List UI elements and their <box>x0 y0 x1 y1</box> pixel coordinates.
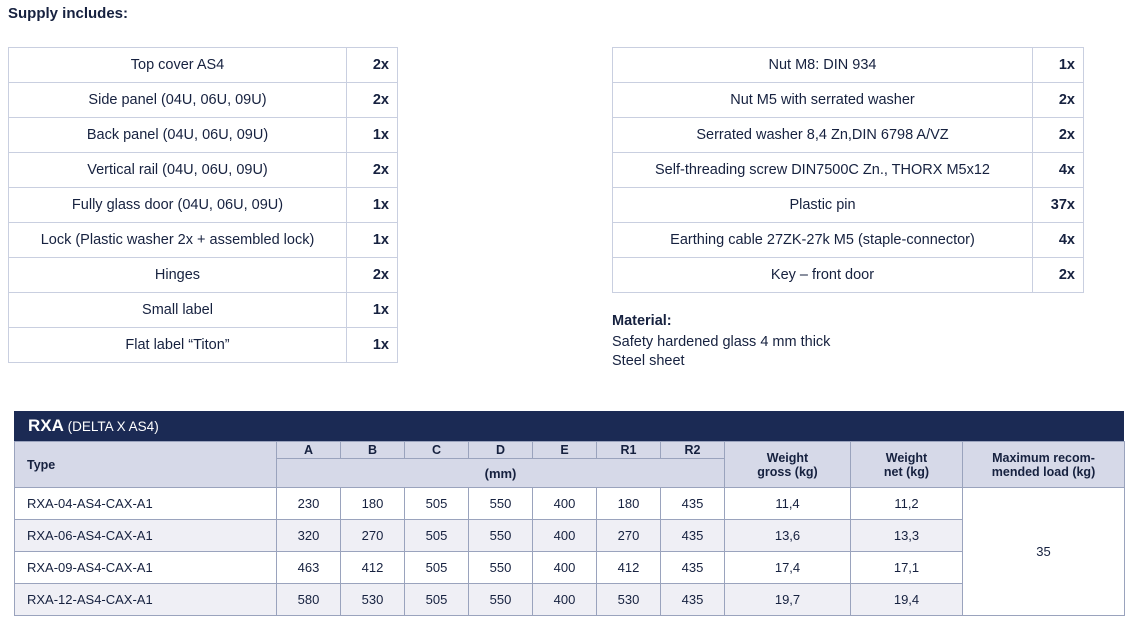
supply-item-label: Hinges <box>9 258 347 293</box>
cell-c: 505 <box>405 520 469 552</box>
material-line-1: Safety hardened glass 4 mm thick <box>612 334 831 350</box>
cell-r1: 412 <box>597 552 661 584</box>
table-row <box>9 153 398 188</box>
max-load-line-1: Maximum recom- <box>992 450 1095 465</box>
cell-max-load: 35 <box>963 488 1125 616</box>
supply-item-label: Flat label “Titon” <box>9 328 347 363</box>
table-row <box>15 488 1125 520</box>
supply-item-qty: 2x <box>1033 83 1084 118</box>
supply-item-label: Nut M8: DIN 934 <box>613 48 1033 83</box>
col-header-weight-gross <box>725 442 851 488</box>
table-row <box>613 83 1084 118</box>
supply-item-label: Top cover AS4 <box>9 48 347 83</box>
col-header-type: Type <box>15 442 277 488</box>
supply-item-qty: 1x <box>347 328 398 363</box>
supply-item-label: Vertical rail (04U, 06U, 09U) <box>9 153 347 188</box>
col-header-r2: R2 <box>661 442 725 459</box>
col-header-r1: R1 <box>597 442 661 459</box>
supply-includes-right-table <box>612 47 1084 293</box>
col-header-c: C <box>405 442 469 459</box>
table-row <box>613 258 1084 293</box>
supply-item-label: Key – front door <box>613 258 1033 293</box>
page-title: Supply includes: <box>8 5 129 22</box>
cell-a: 230 <box>277 488 341 520</box>
supply-item-qty: 2x <box>347 258 398 293</box>
supply-item-qty: 1x <box>347 118 398 153</box>
cell-r1: 530 <box>597 584 661 616</box>
spec-title-code: RXA <box>28 416 64 435</box>
supply-item-label: Plastic pin <box>613 188 1033 223</box>
cell-a: 320 <box>277 520 341 552</box>
table-row <box>15 552 1125 584</box>
cell-weight-gross: 13,6 <box>725 520 851 552</box>
cell-d: 550 <box>469 552 533 584</box>
table-row <box>613 48 1084 83</box>
cell-e: 400 <box>533 584 597 616</box>
cell-b: 412 <box>341 552 405 584</box>
cell-b: 530 <box>341 584 405 616</box>
table-row <box>9 188 398 223</box>
supply-item-qty: 1x <box>347 188 398 223</box>
table-row <box>613 223 1084 258</box>
cell-c: 505 <box>405 552 469 584</box>
table-row <box>613 188 1084 223</box>
spec-dimensions-table <box>14 441 1125 616</box>
supply-item-label: Self-threading screw DIN7500C Zn., THORX M5x12 <box>613 153 1033 188</box>
unit-label-mm: (mm) <box>277 459 725 488</box>
supply-item-label: Small label <box>9 293 347 328</box>
supply-item-label: Fully glass door (04U, 06U, 09U) <box>9 188 347 223</box>
supply-item-qty: 2x <box>1033 258 1084 293</box>
cell-r2: 435 <box>661 584 725 616</box>
table-row <box>9 83 398 118</box>
cell-c: 505 <box>405 584 469 616</box>
cell-r2: 435 <box>661 552 725 584</box>
spec-title-sub: (DELTA X AS4) <box>63 419 159 434</box>
supply-item-label: Lock (Plastic washer 2x + assembled lock) <box>9 223 347 258</box>
cell-d: 550 <box>469 520 533 552</box>
cell-r2: 435 <box>661 488 725 520</box>
col-header-weight-net <box>851 442 963 488</box>
supply-item-qty: 2x <box>347 83 398 118</box>
spec-header-row <box>15 442 1125 459</box>
supply-includes-left-table <box>8 47 398 363</box>
weight-net-line-2: net (kg) <box>883 464 930 479</box>
supply-item-qty: 1x <box>347 293 398 328</box>
col-header-b: B <box>341 442 405 459</box>
cell-d: 550 <box>469 584 533 616</box>
table-row <box>9 328 398 363</box>
supply-item-qty: 2x <box>347 48 398 83</box>
cell-r1: 180 <box>597 488 661 520</box>
cell-weight-net: 13,3 <box>851 520 963 552</box>
col-header-a: A <box>277 442 341 459</box>
supply-item-label: Back panel (04U, 06U, 09U) <box>9 118 347 153</box>
supply-item-label: Serrated washer 8,4 Zn,DIN 6798 A/VZ <box>613 118 1033 153</box>
cell-r2: 435 <box>661 520 725 552</box>
cell-r1: 270 <box>597 520 661 552</box>
cell-b: 180 <box>341 488 405 520</box>
cell-type: RXA-06-AS4-CAX-A1 <box>15 520 277 552</box>
cell-weight-net: 11,2 <box>851 488 963 520</box>
table-row <box>15 520 1125 552</box>
cell-d: 550 <box>469 488 533 520</box>
table-row <box>9 293 398 328</box>
cell-e: 400 <box>533 488 597 520</box>
supply-item-qty: 4x <box>1033 223 1084 258</box>
table-row <box>9 48 398 83</box>
col-header-max-load <box>963 442 1125 488</box>
weight-net-line-1: Weight <box>885 450 928 465</box>
table-row <box>9 223 398 258</box>
cell-type: RXA-04-AS4-CAX-A1 <box>15 488 277 520</box>
weight-gross-line-2: gross (kg) <box>757 464 818 479</box>
material-title: Material: <box>612 313 672 329</box>
table-row <box>9 118 398 153</box>
supply-item-qty: 37x <box>1033 188 1084 223</box>
max-load-line-2: mended load (kg) <box>991 464 1096 479</box>
cell-weight-gross: 19,7 <box>725 584 851 616</box>
cell-weight-gross: 11,4 <box>725 488 851 520</box>
weight-gross-line-1: Weight <box>766 450 809 465</box>
supply-item-qty: 4x <box>1033 153 1084 188</box>
supply-item-label: Side panel (04U, 06U, 09U) <box>9 83 347 118</box>
supply-item-qty: 1x <box>347 223 398 258</box>
col-header-d: D <box>469 442 533 459</box>
supply-item-label: Nut M5 with serrated washer <box>613 83 1033 118</box>
supply-item-qty: 1x <box>1033 48 1084 83</box>
cell-b: 270 <box>341 520 405 552</box>
cell-c: 505 <box>405 488 469 520</box>
cell-a: 463 <box>277 552 341 584</box>
supply-item-qty: 2x <box>347 153 398 188</box>
cell-e: 400 <box>533 552 597 584</box>
spec-table-title <box>14 411 1124 441</box>
material-section <box>612 312 830 371</box>
supply-item-qty: 2x <box>1033 118 1084 153</box>
cell-e: 400 <box>533 520 597 552</box>
col-header-e: E <box>533 442 597 459</box>
material-line-2: Steel sheet <box>612 353 685 369</box>
cell-type: RXA-09-AS4-CAX-A1 <box>15 552 277 584</box>
supply-item-label: Earthing cable 27ZK-27k M5 (staple-connector) <box>613 223 1033 258</box>
cell-weight-gross: 17,4 <box>725 552 851 584</box>
cell-weight-net: 19,4 <box>851 584 963 616</box>
table-row <box>613 118 1084 153</box>
table-row <box>15 584 1125 616</box>
table-row <box>613 153 1084 188</box>
cell-a: 580 <box>277 584 341 616</box>
table-row <box>9 258 398 293</box>
cell-weight-net: 17,1 <box>851 552 963 584</box>
cell-type: RXA-12-AS4-CAX-A1 <box>15 584 277 616</box>
spec-table-section <box>14 411 1124 616</box>
